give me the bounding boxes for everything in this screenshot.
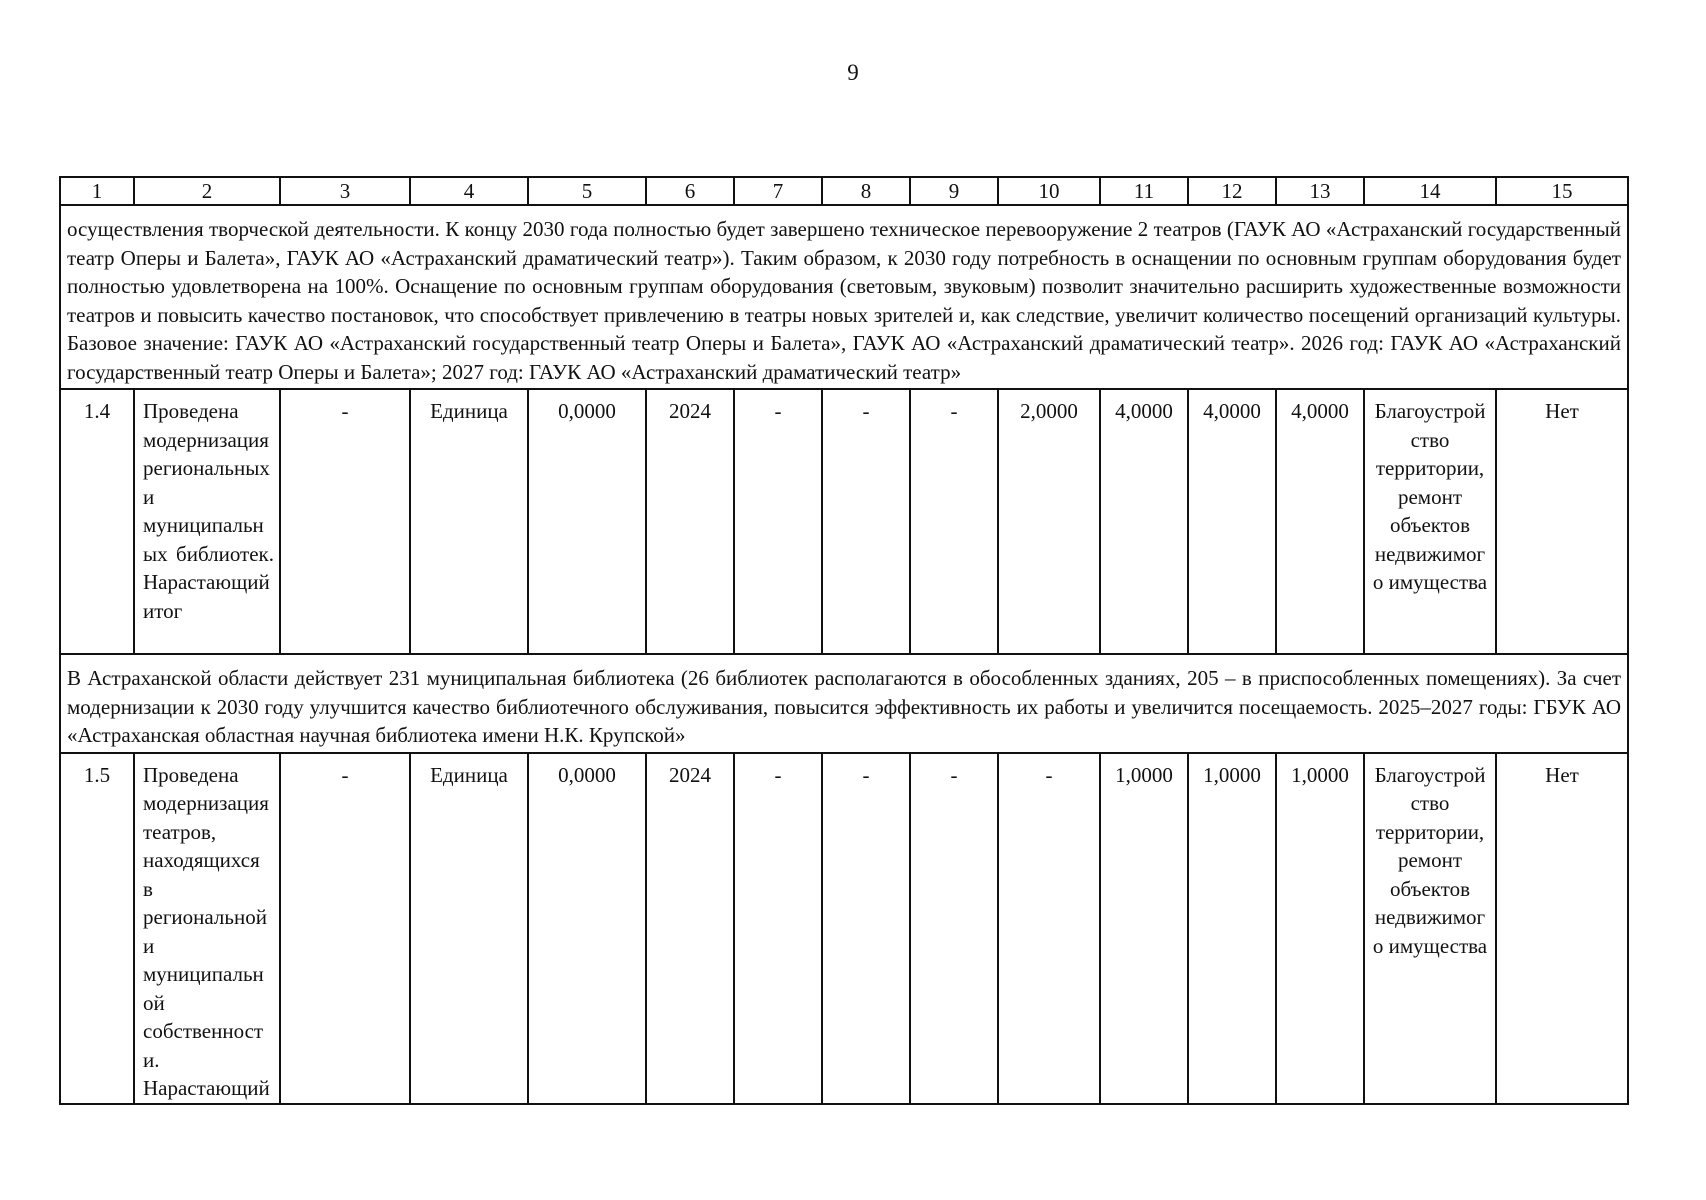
table-row — [60, 753, 1628, 1104]
indicator-name: Проведена модернизация театров, находящихся в региональной и муниципальной собственности. Нарастающий — [134, 753, 280, 1104]
column-number: 14 — [1364, 177, 1496, 205]
column-number: 2 — [134, 177, 280, 205]
description-text: В Астраханской области действует 231 муниципальная библиотека (26 библиотек располагаются в обособленных зданиях, 205 – в приспособленных помещениях). За счет модернизации к 2030 году улучшится качество библиотечного обслуживания, повысится эффективность их работы и увеличится посещаемость. 2025–2027 годы: ГБУК АО «Астраханская областная научная библиотека имени Н.К. Крупской» — [60, 654, 1628, 753]
column-number: 15 — [1496, 177, 1628, 205]
cell: - — [822, 389, 910, 654]
column-number: 5 — [528, 177, 646, 205]
column-number: 7 — [734, 177, 822, 205]
column-number: 8 — [822, 177, 910, 205]
flag-cell: Нет — [1496, 753, 1628, 1104]
unit-cell: Единица — [410, 389, 528, 654]
base-value-cell: 0,0000 — [528, 753, 646, 1104]
column-number: 11 — [1100, 177, 1188, 205]
cell: - — [910, 389, 998, 654]
column-number: 4 — [410, 177, 528, 205]
value-cell: 2,0000 — [998, 389, 1100, 654]
description-row — [60, 654, 1628, 753]
column-number: 10 — [998, 177, 1100, 205]
base-value-cell: 0,0000 — [528, 389, 646, 654]
row-number: 1.5 — [60, 753, 134, 1104]
indicators-table — [59, 176, 1629, 1105]
column-number: 6 — [646, 177, 734, 205]
description-text: осуществления творческой деятельности. К концу 2030 года полностью будет завершено техническое перевооружение 2 театров (ГАУК АО «Астраханский государственный театр Оперы и Балета», ГАУК АО «Астраханский драматический театр»). Таким образом, к 2030 году потребность в оснащении по основным группам оборудования будет полностью удовлетворена на 100%. Оснащение по основным группам оборудования (световым, звуковым) позволит значительно расширить художественные возможности театров и повысить качество постановок, что способствует привлечению в театры новых зрителей и, как следствие, увеличит количество посещений организаций культуры. Базовое значение: ГАУК АО «Астраханский государственный театр Оперы и Балета», ГАУК АО «Астраханский драматический театр». 2026 год: ГАУК АО «Астраханский государственный театр Оперы и Балета»; 2027 год: ГАУК АО «Астраханский драматический театр» — [60, 205, 1628, 389]
cell: - — [280, 389, 410, 654]
table-row — [60, 389, 1628, 654]
value-cell: 1,0000 — [1188, 753, 1276, 1104]
value-cell: 4,0000 — [1188, 389, 1276, 654]
value-cell: 4,0000 — [1276, 389, 1364, 654]
column-number: 9 — [910, 177, 998, 205]
unit-cell: Единица — [410, 753, 528, 1104]
result-cell: Благоустройство территории, ремонт объектов недвижимого имущества — [1364, 753, 1496, 1104]
flag-cell: Нет — [1496, 389, 1628, 654]
column-number: 3 — [280, 177, 410, 205]
base-year-cell: 2024 — [646, 753, 734, 1104]
cell: - — [280, 753, 410, 1104]
cell: - — [822, 753, 910, 1104]
cell: - — [734, 389, 822, 654]
column-numbers-row — [60, 177, 1628, 205]
base-year-cell: 2024 — [646, 389, 734, 654]
column-number: 13 — [1276, 177, 1364, 205]
value-cell: 1,0000 — [1100, 753, 1188, 1104]
column-number: 12 — [1188, 177, 1276, 205]
result-cell: Благоустройство территории, ремонт объектов недвижимого имущества — [1364, 389, 1496, 654]
cell: - — [910, 753, 998, 1104]
description-row — [60, 205, 1628, 389]
cell: - — [734, 753, 822, 1104]
row-number: 1.4 — [60, 389, 134, 654]
value-cell: 4,0000 — [1100, 389, 1188, 654]
page-number: 9 — [847, 60, 859, 85]
column-number: 1 — [60, 177, 134, 205]
value-cell: 1,0000 — [1276, 753, 1364, 1104]
indicator-name: Проведена модернизация региональных и муниципальных библиотек. Нарастающий итог — [134, 389, 280, 654]
cell: - — [998, 753, 1100, 1104]
